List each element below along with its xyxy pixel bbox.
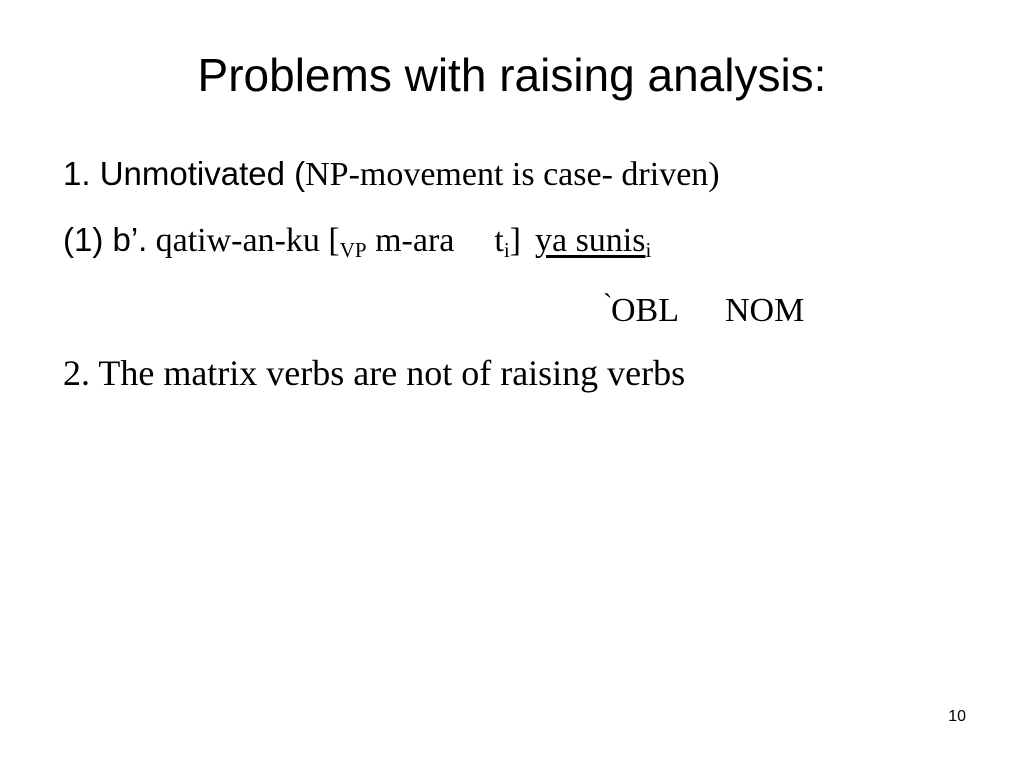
point-1 xyxy=(63,157,720,192)
trace: t xyxy=(494,222,504,259)
raised-np-text: ya sunis xyxy=(534,222,646,259)
point-1-text: NP-movement is case- driven) xyxy=(305,156,720,193)
gloss-obl: OBL xyxy=(611,292,679,329)
point-1-label: 1. Unmotivated ( xyxy=(63,155,306,192)
example-label: (1) b’. xyxy=(63,221,148,258)
example-sentence xyxy=(155,222,652,262)
raised-np xyxy=(534,222,652,262)
gloss-line xyxy=(603,291,804,328)
vp-subscript: VP xyxy=(339,238,367,262)
verb-form: qatiw-an-ku [ xyxy=(155,222,340,259)
point-2: 2. The matrix verbs are not of raising verbs xyxy=(63,353,686,393)
slide-title: Problems with raising analysis: xyxy=(197,49,827,101)
page-number: 10 xyxy=(948,708,966,725)
bracket-close: ] xyxy=(509,222,521,259)
gloss-nom: NOM xyxy=(725,292,805,329)
example-line xyxy=(63,221,652,262)
trace-index: i xyxy=(503,238,510,262)
tick-mark: ` xyxy=(603,289,613,320)
embedded-verb: m-ara xyxy=(366,222,455,259)
raised-np-index: i xyxy=(645,238,652,262)
